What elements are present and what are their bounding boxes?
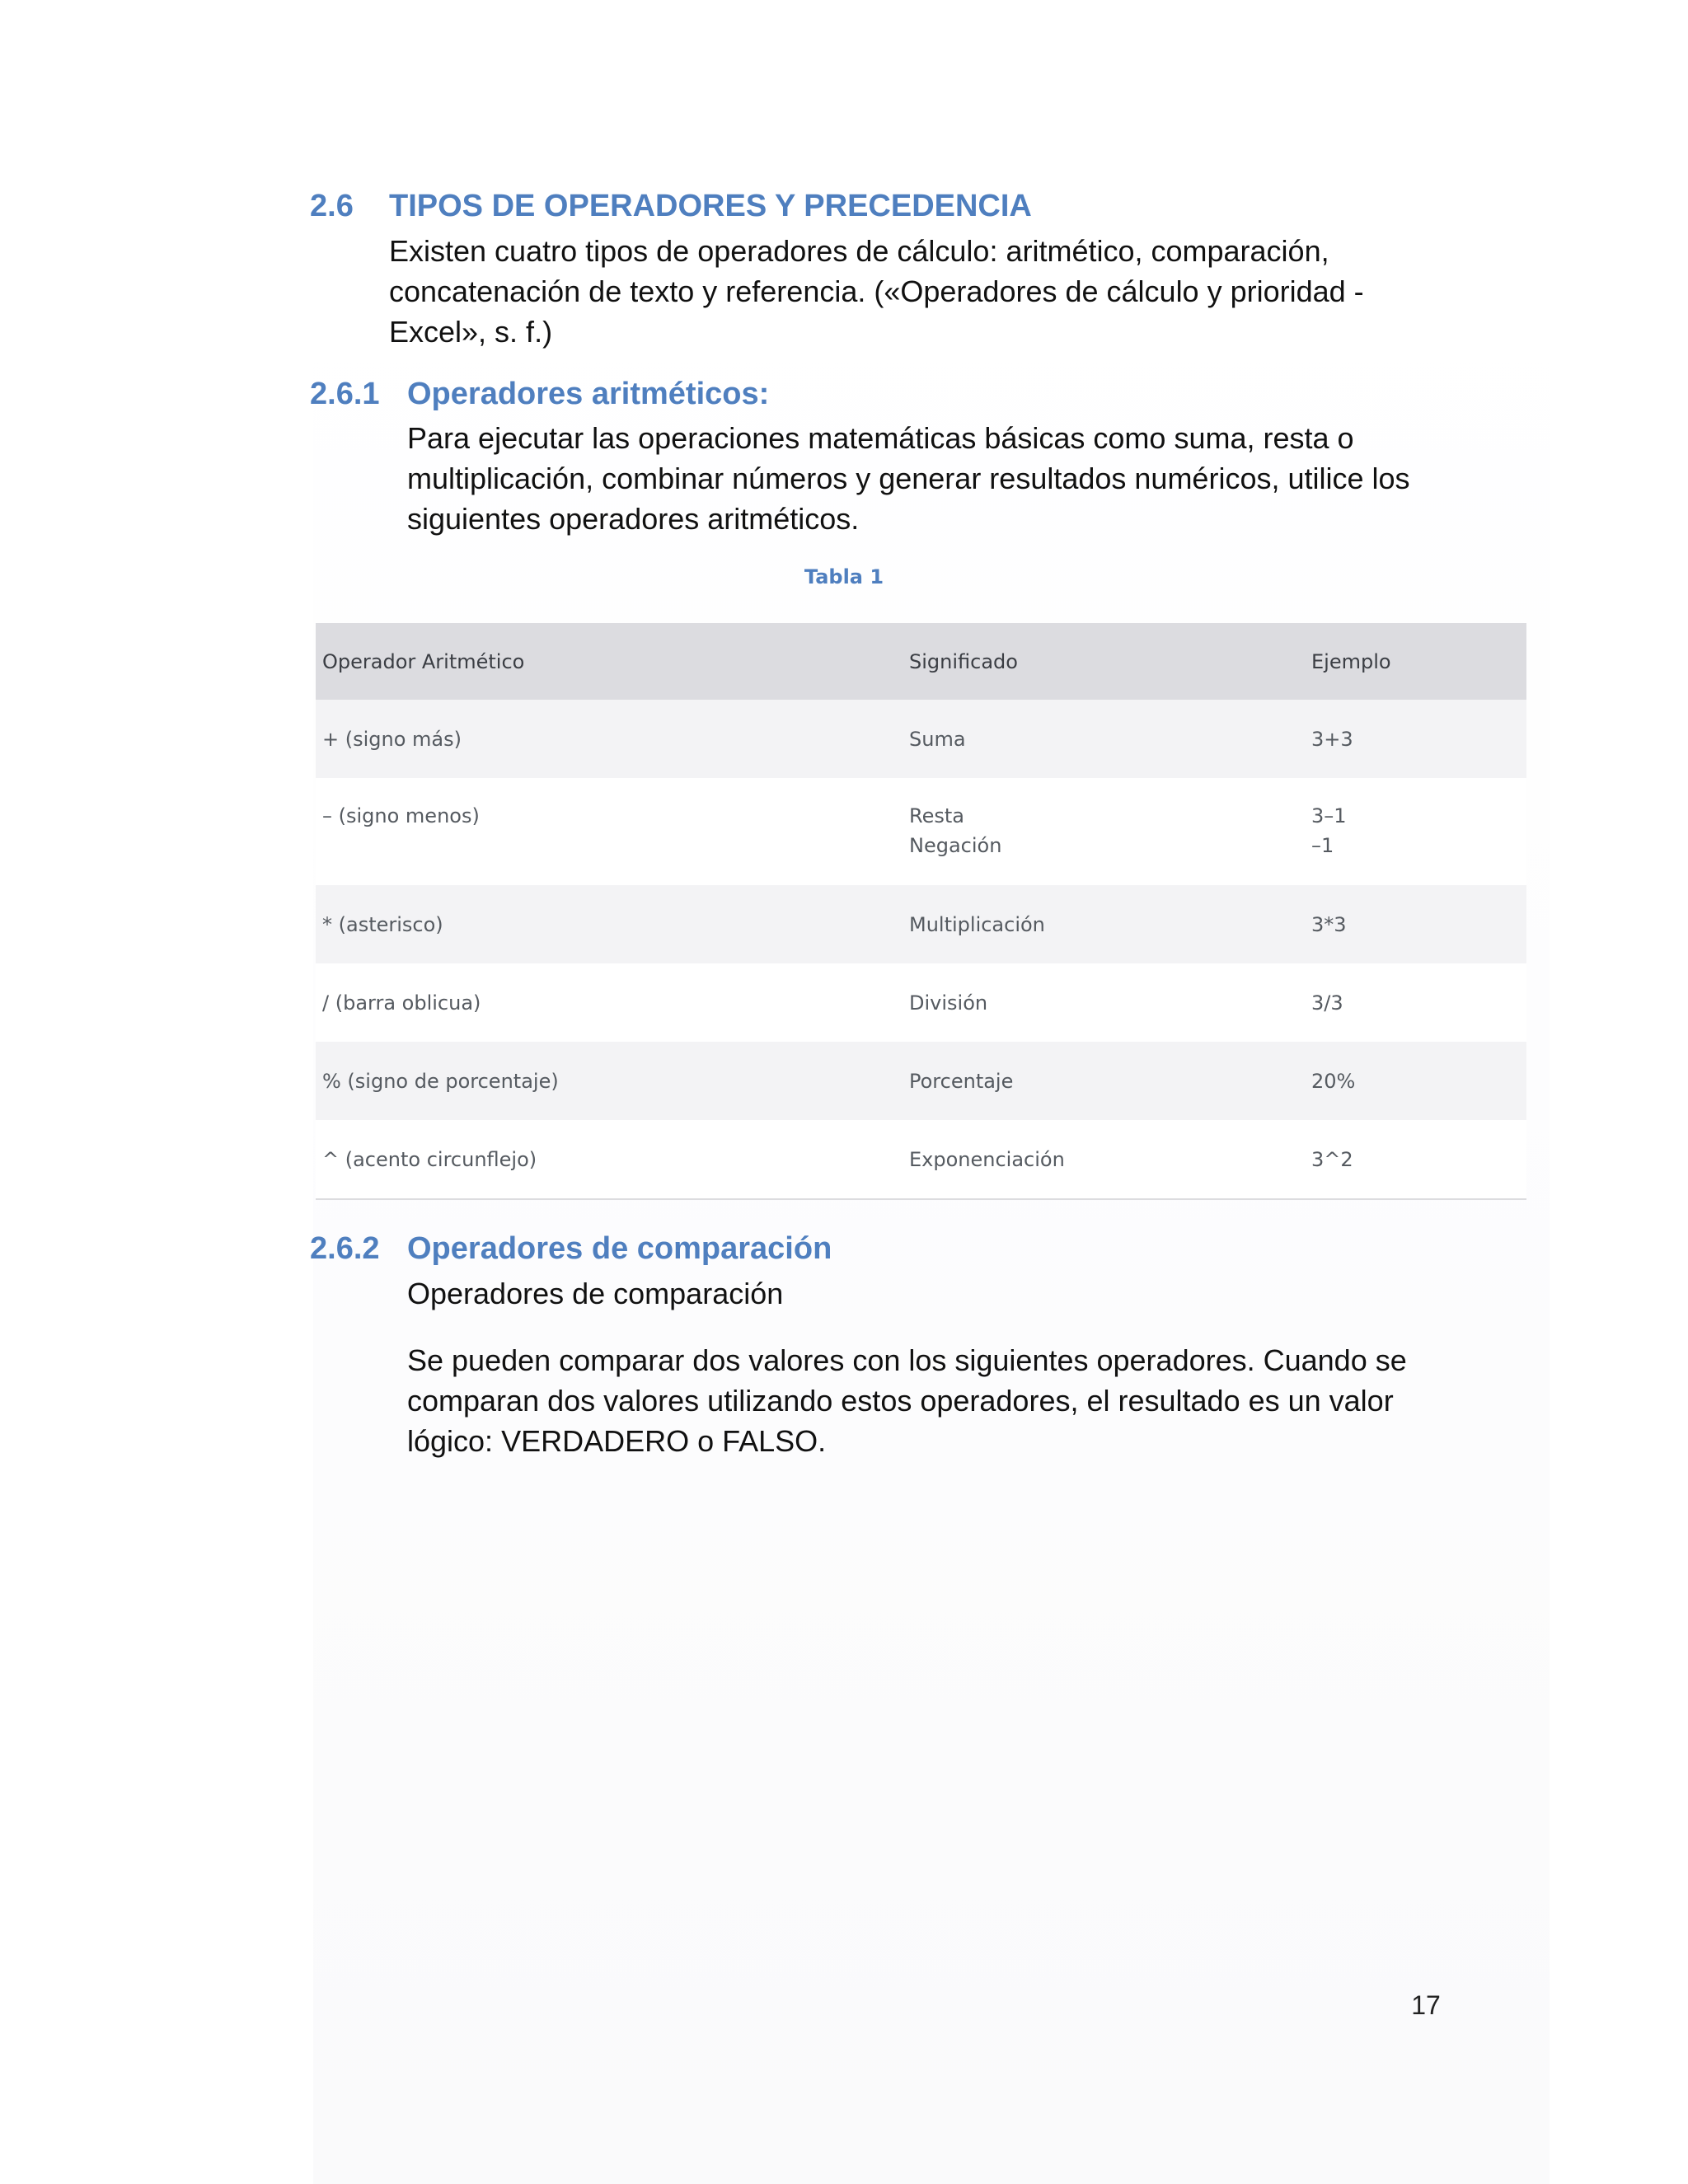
paragraph-line: Excel», s. f.) [389,315,553,349]
heading-title: Operadores aritméticos: [407,377,770,411]
meaning-cell [903,778,1305,885]
heading-title: Operadores de comparación [407,1231,832,1266]
table-header-row [316,623,1526,700]
meaning-cell [903,885,1305,963]
cell-text: + (signo más) [322,727,462,751]
paragraph-line: siguientes operadores aritméticos. [407,502,860,536]
paragraph-line: Para ejecutar las operaciones matemáticas básicas como suma, resta o [407,421,1354,455]
paragraph-line: multiplicación, combinar números y generar resultados numéricos, utilice los [407,462,1410,495]
cell-text: 3^2 [1311,1147,1353,1171]
paragraph-line: Se pueden comparar dos valores con los siguientes operadores. Cuando se [407,1343,1407,1377]
header-example: Ejemplo [1305,623,1526,700]
operator-cell [316,1120,903,1199]
example-cell [1305,700,1526,778]
cell-text: 3–1 [1311,804,1347,827]
operator-cell [316,963,903,1042]
paragraph-2-6 [389,231,1364,352]
cell-text: 3*3 [1311,912,1347,936]
cell-text: Negación [909,834,1002,857]
table-row [316,1042,1526,1120]
heading-number: 2.6 [310,189,354,223]
operator-cell [316,700,903,778]
table-row [316,700,1526,778]
example-cell [1305,885,1526,963]
arithmetic-operators-table [316,623,1526,1200]
paragraph-line: Existen cuatro tipos de operadores de cálculo: aritmético, comparación, [389,234,1329,268]
example-cell [1305,778,1526,885]
cell-text: Exponenciación [909,1147,1065,1171]
meaning-cell [903,963,1305,1042]
cell-text: Suma [909,727,966,751]
header-operator: Operador Aritmético [316,623,903,700]
table-row [316,778,1526,885]
cell-text: ^ (acento circunflejo) [322,1147,537,1171]
paragraph-line: lógico: VERDADERO o FALSO. [407,1424,827,1458]
cell-text: 3+3 [1311,727,1353,751]
cell-text: 3/3 [1311,991,1343,1015]
table-caption: Tabla 1 [804,565,884,588]
heading-number: 2.6.2 [310,1231,380,1266]
cell-text: –1 [1311,834,1334,857]
example-cell [1305,1120,1526,1199]
table-row [316,1120,1526,1199]
cell-text: – (signo menos) [322,804,480,827]
cell-text: % (signo de porcentaje) [322,1069,559,1093]
cell-text: / (barra oblicua) [322,991,481,1015]
operator-cell [316,885,903,963]
meaning-cell [903,700,1305,778]
paragraph-line: Operadores de comparación [407,1277,784,1310]
meaning-cell [903,1120,1305,1199]
cell-text: * (asterisco) [322,912,443,936]
cell-text: Porcentaje [909,1069,1014,1093]
cell-text: División [909,991,988,1015]
example-cell [1305,1042,1526,1120]
page-background [313,264,1550,2184]
operator-cell [316,1042,903,1120]
paragraph-line: comparan dos valores utilizando estos operadores, el resultado es un valor [407,1384,1394,1418]
example-cell [1305,963,1526,1042]
heading-number: 2.6.1 [310,377,380,411]
cell-text: Resta [909,804,964,827]
table-row [316,963,1526,1042]
subtitle-2-6-2 [407,1273,783,1314]
header-meaning: Significado [903,623,1305,700]
paragraph-line: concatenación de texto y referencia. («Operadores de cálculo y prioridad - [389,274,1364,308]
heading-title: TIPOS DE OPERADORES Y PRECEDENCIA [389,189,1032,223]
paragraph-2-6-2 [407,1340,1407,1461]
paragraph-2-6-1 [407,418,1410,539]
cell-text: Multiplicación [909,912,1045,936]
table-row [316,885,1526,963]
page-number: 17 [1411,1990,1441,2020]
meaning-cell [903,1042,1305,1120]
operator-cell [316,778,903,885]
cell-text: 20% [1311,1069,1356,1093]
